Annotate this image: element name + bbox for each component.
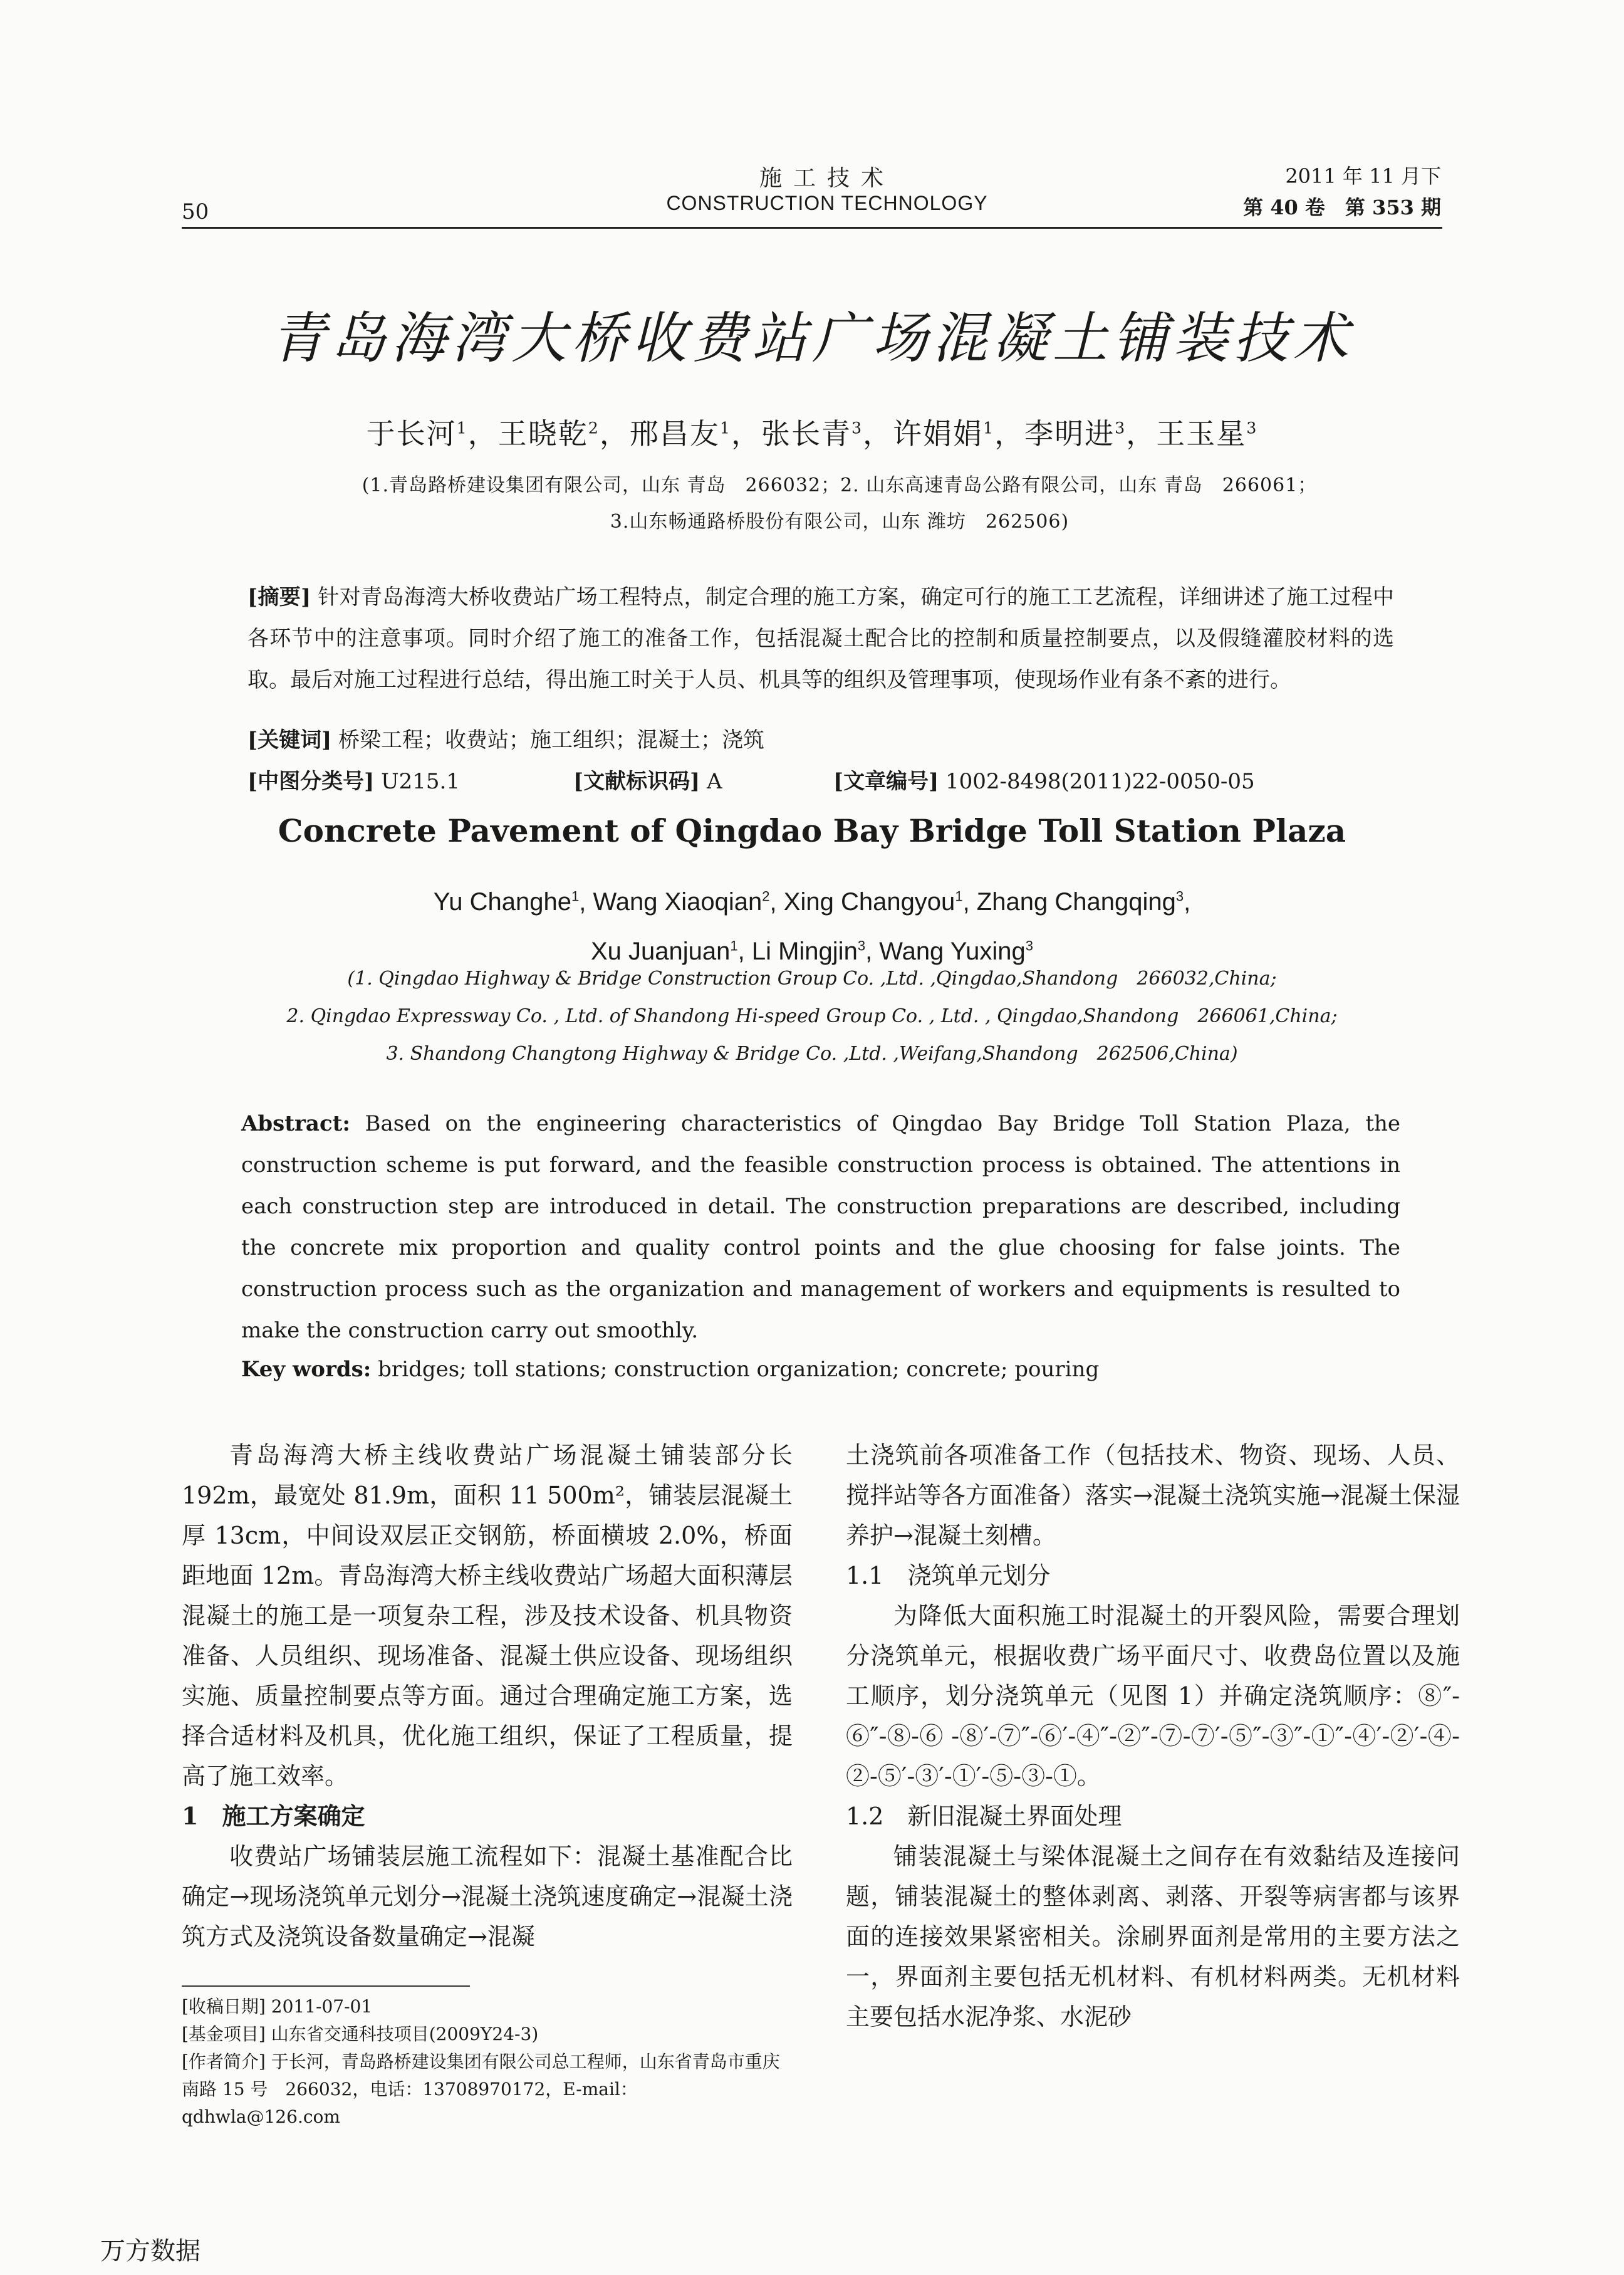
body-paragraph: 土浇筑前各项准备工作（包括技术、物资、现场、人员、搅拌站等各方面准备）落实→混凝土浇筑实施→混凝土保湿养护→混凝土刻槽。 [846,1441,1460,1549]
author-en: Wang Yuxing$^3$ [879,937,1034,965]
subsection-heading: 1.1 浇筑单元划分 [846,1562,1051,1589]
author-en: Yu Changhe$^1$ [433,888,580,916]
subsection-heading: 1.2 新旧混凝土界面处理 [846,1802,1122,1830]
abstract-cn-label: [摘要] [247,585,311,610]
authors-en-line: Yu Changhe$^1$, Wang Xiaoqian$^2$, Xing Changyou$^1$, Zhang Changqing$^3$, [433,888,1191,916]
body-paragraph: 青岛海湾大桥主线收费站广场混凝土铺装部分长 192m，最宽处 81.9m，面积 11 500m²，铺装层混凝土厚 13cm，中间设双层正交钢筋，桥面横坡 2.0%，桥面距地面 12m。青岛海湾大桥主线收费站广场超大面积薄层混凝土的施工是一项复杂工程，涉及技术设备、机具物资准备、人员组织、现场准备、混凝土供应设备、现场组织实施、质量控制要点等方面。通过合理确定施工方案，选择合适材料及机具，优化施工组织，保证了工程质量，提高了施工效率。 [182,1441,793,1790]
article-number: [文章编号] 1002-8498(2011)22-0050-05 [833,769,1255,794]
footnote-rule [182,1985,470,1987]
footnote-funding: [基金项目] 山东省交通科技项目(2009Y24-3) [182,2024,539,2044]
journal-name-en: CONSTRUCTION TECHNOLOGY [666,192,988,214]
affiliation-line: 3. Shandong Changtong Highway & Bridge Co. ,Ltd. ,Weifang,Shandong 262506,China) [386,1043,1238,1065]
body-paragraph: 收费站广场铺装层施工流程如下：混凝土基准配合比确定→现场浇筑单元划分→混凝土浇筑速度确定→混凝土浇筑方式及浇筑设备数量确定→混凝 [182,1843,793,1950]
keywords-cn-text: 桥梁工程；收费站；施工组织；混凝土；浇筑 [338,728,764,753]
affiliation-line: (1.青岛路桥建设集团有限公司，山东 青岛 266032；2. 山东高速青岛公路有限公司，山东 青岛 266061； [362,474,1318,496]
author-cn: 张长青$^3$ [761,417,863,451]
authors-en [182,875,1442,973]
footnote-author: [作者简介] 于长河，青岛路桥建设集团有限公司总工程师，山东省青岛市重庆南路 15 号 266032，电话：13708970172，E-mail：qdhwla@126.com [182,2051,780,2127]
affiliation-line: 2. Qingdao Expressway Co. , Ltd. of Shandong Hi-speed Group Co. , Ltd. , Qingdao,Shandong 266061,China; [286,1005,1338,1027]
author-cn: 邢昌友$^1$ [629,417,731,451]
abstract-en-label: Abstract: [241,1111,350,1136]
body-paragraph: 铺装混凝土与梁体混凝土之间存在有效黏结及连接问题，铺装混凝土的整体剥离、剥落、开裂等病害都与该界面的连接效果紧密相关。涂刷界面剂是常用的主要方法之一，界面剂主要包括无机材料、有机材料两类。无机材料主要包括水泥净浆、水泥砂 [846,1843,1460,2031]
abstract-en-text: Based on the engineering characteristics of Qingdao Bay Bridge Toll Station Plaza, the construction scheme is put forward, and the feasible construction process is obtained. The attentions in each construction step are introduced in detail. The construction preparations are described, including the concrete mix proportion and quality control points and the glue choosing for false joints. The construction process such as the organization and management of workers and equipments is resulted to make the construction carry out smoothly. [241,1111,1400,1343]
footnote-received: [收稿日期] 2011-07-01 [182,1996,373,2017]
authors-en-line: Xu Juanjuan$^1$, Li Mingjin$^3$, Wang Yuxing$^3$ [590,937,1034,965]
abstract-cn [247,577,1394,701]
author-en: Zhang Changqing$^3$ [976,888,1184,916]
keywords-cn [247,719,1394,761]
keywords-en-text: bridges; toll stations; construction organization; concrete; pouring [378,1357,1100,1382]
author-cn: 李明进$^3$ [1024,417,1127,451]
affiliation-line: (1. Qingdao Highway & Bridge Construction Group Co. ,Ltd. ,Qingdao,Shandong 266032,China; [347,968,1277,990]
author-en: Xing Changyou$^1$ [783,888,963,916]
keywords-en-label: Key words: [241,1357,372,1382]
abstract-cn-text: 针对青岛海湾大桥收费站广场工程特点，制定合理的施工方案，确定可行的施工工艺流程，详细讲述了施工过程中各环节中的注意事项。同时介绍了施工的准备工作，包括混凝土配合比的控制和质量控制要点，以及假缝灌胶材料的选取。最后对施工过程进行总结，得出施工时关于人员、机具等的组织及管理事项，使现场作业有条不紊的进行。 [247,585,1394,693]
document-code: [文献标识码] A [573,769,722,794]
journal-name-cn: 施工技术 [759,165,895,191]
author-cn: 王晓乾$^2$ [497,417,600,451]
affiliation-line: 3.山东畅通路桥股份有限公司，山东 潍坊 262506) [610,511,1070,533]
body-paragraph: 为降低大面积施工时混凝土的开裂风险，需要合理划分浇筑单元，根据收费广场平面尺寸、收费岛位置以及施工顺序，划分浇筑单元（见图 1）并确定浇筑顺序：⑧″-⑥″-⑧-⑥ -⑧′-⑦″-⑥′-④″-②″-⑦-⑦′-⑤″-③″-①″-④′-②′-④-②-⑤′-③′-①′-⑤-③-①。 [846,1602,1460,1790]
page-number: 50 [182,199,209,224]
section-heading: 1 施工方案确定 [182,1802,365,1830]
watermark: 万方数据 [100,2237,200,2266]
issue-date: 2011 年 11 月下 [1285,164,1441,188]
title-cn: 青岛海湾大桥收费站广场混凝土铺装技术 [270,306,1353,370]
volume-issue: 第 40 卷 第 353 期 [1243,196,1441,219]
affiliations-en [182,960,1442,1073]
abstract-en [241,1103,1400,1351]
clc-number: [中图分类号] U215.1 [247,769,460,794]
keywords-cn-label: [关键词] [247,728,332,753]
author-cn: 王玉星$^3$ [1156,417,1258,451]
header-rule [182,227,1442,229]
keywords-en [241,1349,1400,1390]
author-en: Li Mingjin$^3$ [751,937,866,965]
affiliations-cn [244,468,1435,540]
author-en: Xu Juanjuan$^1$ [590,937,738,965]
title-en: Concrete Pavement of Qingdao Bay Bridge Toll Station Plaza [278,812,1346,849]
authors-cn: 于长河$^1$，王晓乾$^2$，邢昌友$^1$，张长青$^3$，许娟娟$^1$，李明进$^3$，王玉星$^3$ [366,417,1258,451]
author-en: Wang Xiaoqian$^2$ [593,888,770,916]
footnotes [182,1993,796,2131]
body-right-column [846,1435,1460,2037]
author-cn: 许娟娟$^1$ [893,417,995,451]
author-cn: 于长河$^1$ [366,417,468,451]
body-left-column [182,1435,793,1957]
